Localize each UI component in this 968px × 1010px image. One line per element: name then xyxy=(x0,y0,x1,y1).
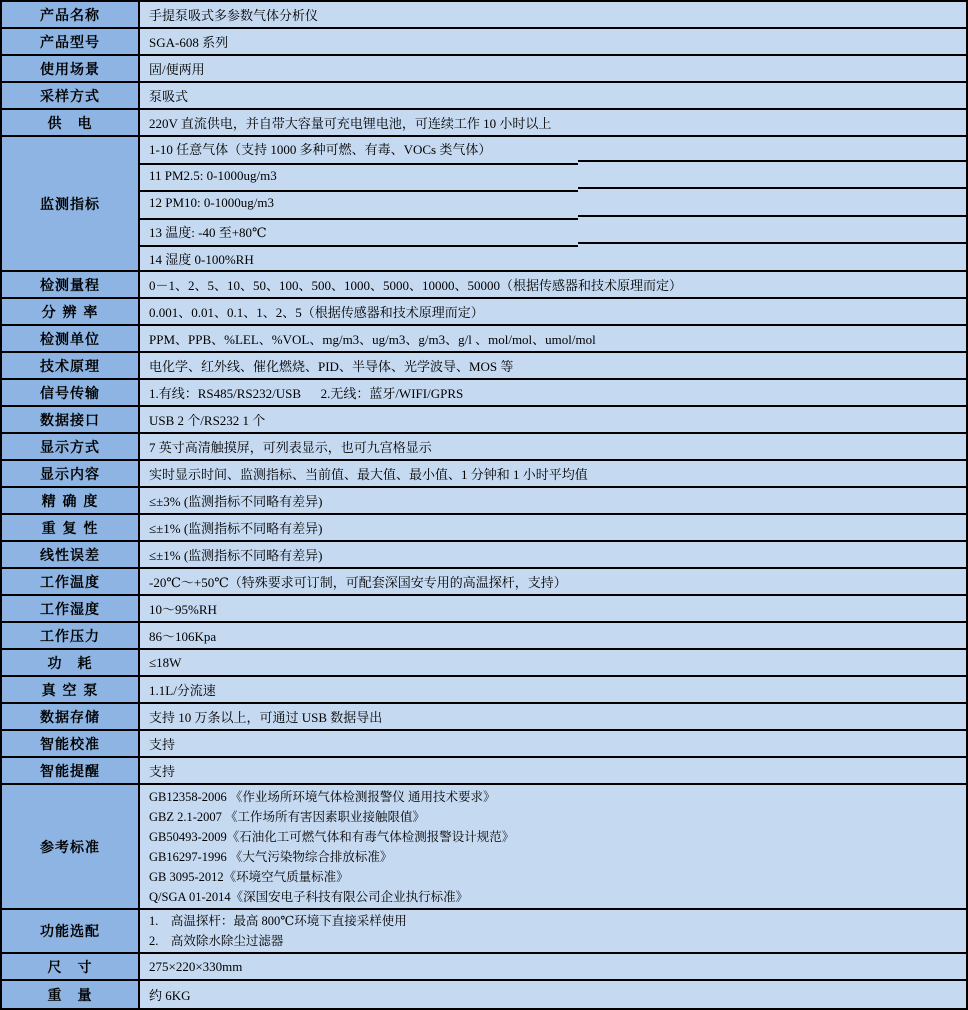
table-row xyxy=(2,407,966,434)
sub-row-divider xyxy=(140,215,966,220)
row-value: 220V 直流供电，并自带大容量可充电锂电池，可连续工作 10 小时以上 xyxy=(149,116,552,131)
table-row xyxy=(2,137,966,272)
row-label: 显示方式 xyxy=(2,434,140,459)
table-row xyxy=(2,434,966,461)
divider-left-segment xyxy=(140,190,578,192)
table-row xyxy=(2,758,966,785)
row-label: 工作压力 xyxy=(2,623,140,648)
row-label: 数据存储 xyxy=(2,704,140,729)
value-line: GB50493-2009《石油化工可燃气体和有毒气体检测报警设计规范》 xyxy=(149,829,515,844)
row-label: 供 电 xyxy=(2,110,140,135)
row-value: 支持 xyxy=(149,764,176,779)
row-label: 产品名称 xyxy=(2,2,140,27)
divider-left-segment xyxy=(140,163,578,165)
row-value: SGA-608 系列 xyxy=(149,35,229,50)
row-value: 0.001、0.01、0.1、1、2、5（根据传感器和技术原理而定） xyxy=(149,305,484,320)
row-label: 产品型号 xyxy=(2,29,140,54)
divider-right-segment xyxy=(578,160,966,162)
row-value: 支持 10 万条以上，可通过 USB 数据导出 xyxy=(149,710,383,725)
row-label: 使用场景 xyxy=(2,56,140,81)
row-value: ≤18W xyxy=(149,654,182,670)
divider-right-segment xyxy=(578,187,966,189)
value-line: 2. 高效除水除尘过滤器 xyxy=(149,934,284,948)
value-line: GB12358-2006 《作业场所环境气体检测报警仪 通用技术要求》 xyxy=(149,789,496,804)
row-value: 86～106Kpa xyxy=(149,629,217,644)
table-row xyxy=(2,704,966,731)
row-label: 线性误差 xyxy=(2,542,140,567)
divider-left-segment xyxy=(140,218,578,220)
table-row xyxy=(2,981,966,1008)
value-line: GB 3095-2012《环境空气质量标准》 xyxy=(149,869,349,884)
row-value: 10～95%RH xyxy=(149,602,217,617)
row-value: 7 英寸高清触摸屏，可列表显示，也可九宫格显示 xyxy=(149,440,432,455)
value-line: 1. 高温探杆：最高 800℃环境下直接采样使用 xyxy=(149,914,407,928)
table-row xyxy=(2,299,966,326)
table-row xyxy=(2,326,966,353)
row-value: ≤±3% (监测指标不同略有差异) xyxy=(149,494,323,509)
row-label: 监测指标 xyxy=(2,137,140,270)
row-value: PPM、PPB、%LEL、%VOL、mg/m3、ug/m3、g/m3、g/l 、mol/mol、umol/mol xyxy=(149,332,596,347)
row-label: 分 辨 率 xyxy=(2,299,140,324)
row-value: 手提泵吸式多参数气体分析仪 xyxy=(149,8,319,23)
sub-row: 13 温度: -40 至+80℃ xyxy=(149,224,267,240)
row-label: 功 耗 xyxy=(2,650,140,675)
row-value: 固/便两用 xyxy=(149,62,205,77)
row-value: ≤±1% (监测指标不同略有差异) xyxy=(149,548,323,563)
row-label: 信号传输 xyxy=(2,380,140,405)
row-label: 功能选配 xyxy=(2,910,140,952)
table-row xyxy=(2,488,966,515)
table-row xyxy=(2,83,966,110)
table-row xyxy=(2,515,966,542)
divider-right-segment xyxy=(578,242,966,244)
table-row xyxy=(2,569,966,596)
row-value: 支持 xyxy=(149,737,176,752)
row-value: 0－1、2、5、10、50、100、500、1000、5000、10000、50000（根据传感器和技术原理而定） xyxy=(149,278,683,293)
table-row xyxy=(2,56,966,83)
row-value: 约 6KG xyxy=(149,988,191,1003)
row-label: 显示内容 xyxy=(2,461,140,486)
table-row xyxy=(2,380,966,407)
row-value xyxy=(140,137,966,270)
row-label: 检测量程 xyxy=(2,272,140,297)
row-label: 数据接口 xyxy=(2,407,140,432)
divider-left-segment xyxy=(140,245,578,247)
sub-row-divider xyxy=(140,187,966,192)
table-row xyxy=(2,110,966,137)
sub-row: 12 PM10: 0-1000ug/m3 xyxy=(149,195,274,211)
sub-row: 11 PM2.5: 0-1000ug/m3 xyxy=(149,167,277,183)
row-value: -20℃～+50℃（特殊要求可订制，可配套深国安专用的高温探杆，支持） xyxy=(149,575,567,590)
row-label: 采样方式 xyxy=(2,83,140,108)
table-row xyxy=(2,910,966,954)
row-value: 275×220×330mm xyxy=(149,958,243,974)
row-value: USB 2 个/RS232 1 个 xyxy=(149,413,266,428)
table-row xyxy=(2,29,966,56)
table-row xyxy=(2,731,966,758)
sub-row: 1-10 任意气体（支持 1000 多种可燃、有毒、VOCs 类气体） xyxy=(149,141,492,157)
table-row xyxy=(2,677,966,704)
table-row xyxy=(2,2,966,29)
row-label: 检测单位 xyxy=(2,326,140,351)
table-row xyxy=(2,596,966,623)
divider-right-segment xyxy=(578,215,966,217)
row-label: 工作湿度 xyxy=(2,596,140,621)
row-value: 1.有线：RS485/RS232/USB 2.无线：蓝牙/WIFI/GPRS xyxy=(149,386,464,401)
table-row xyxy=(2,650,966,677)
table-row xyxy=(2,272,966,299)
row-label: 尺 寸 xyxy=(2,954,140,979)
sub-row: 14 湿度 0-100%RH xyxy=(149,252,254,268)
sub-row-divider xyxy=(140,242,966,247)
table-row xyxy=(2,785,966,910)
value-line: GBZ 2.1-2007 《工作场所有害因素职业接触限值》 xyxy=(149,809,426,824)
row-label: 真 空 泵 xyxy=(2,677,140,702)
row-label: 重 量 xyxy=(2,981,140,1008)
sub-row-divider xyxy=(140,160,966,165)
row-label: 工作温度 xyxy=(2,569,140,594)
row-value xyxy=(140,785,966,908)
row-value: 泵吸式 xyxy=(149,89,189,104)
row-value: 电化学、红外线、催化燃烧、PID、半导体、光学波导、MOS 等 xyxy=(149,359,514,374)
row-value xyxy=(140,910,966,952)
table-row xyxy=(2,623,966,650)
table-row xyxy=(2,461,966,488)
row-label: 重 复 性 xyxy=(2,515,140,540)
row-value: 1.1L/分流速 xyxy=(149,683,216,698)
row-label: 精 确 度 xyxy=(2,488,140,513)
row-label: 智能校准 xyxy=(2,731,140,756)
table-row xyxy=(2,353,966,380)
row-label: 参考标准 xyxy=(2,785,140,908)
row-label: 技术原理 xyxy=(2,353,140,378)
row-value: 实时显示时间、监测指标、当前值、最大值、最小值、1 分钟和 1 小时平均值 xyxy=(149,467,588,482)
row-value: ≤±1% (监测指标不同略有差异) xyxy=(149,521,323,536)
value-line: Q/SGA 01-2014《深国安电子科技有限公司企业执行标准》 xyxy=(149,889,469,904)
value-line: GB16297-1996 《大气污染物综合排放标准》 xyxy=(149,849,393,864)
table-row xyxy=(2,954,966,981)
table-row xyxy=(2,542,966,569)
row-label: 智能提醒 xyxy=(2,758,140,783)
